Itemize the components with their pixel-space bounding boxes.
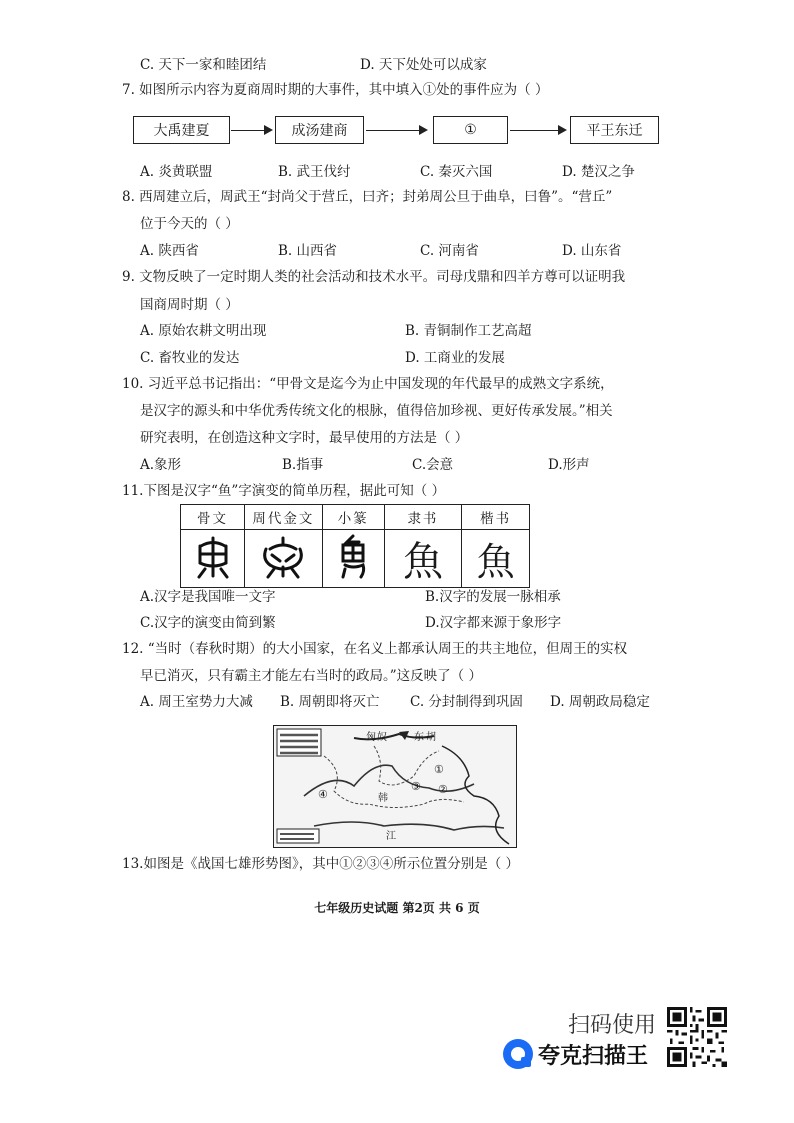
header-regular-script: 楷书: [462, 505, 530, 530]
header-bronze-inscription: 周代金文: [245, 505, 323, 530]
q10-option-a: A.象形: [140, 457, 182, 473]
clerical-script-fish-glyph: 魚: [384, 530, 461, 588]
q11-stem: 11.下图是汉字“鱼”字演变的简单历程，据此可知（ ）: [122, 483, 446, 499]
header-clerical-script: 隶书: [384, 505, 461, 530]
q7-arrow-2: [366, 130, 426, 131]
q9-stem-line2: 国商周时期（ ）: [140, 297, 239, 313]
q8-option-b: B. 山西省: [278, 243, 338, 259]
q12-option-a: A. 周王室势力大减: [140, 694, 253, 710]
q12-stem-line2: 早已消灭，只有霸主才能左右当时的政局。”这反映了（ ）: [140, 668, 482, 684]
header-oracle-bone: 骨文: [181, 505, 245, 530]
q9-option-c: C. 畜牧业的发达: [140, 350, 240, 366]
q11-option-d: D.汉字都来源于象形字: [425, 615, 562, 631]
q10-stem-line1: 10. 习近平总书记指出：“甲骨文是迄今为止中国发现的年代最早的成熟文字系统，: [122, 376, 614, 392]
header-small-seal: 小篆: [322, 505, 384, 530]
q12-stem-line1: 12. “当时（春秋时期）的大小国家，在名义上都承认周王的共主地位，但周王的实权: [122, 641, 628, 657]
fish-character-evolution-table: [180, 504, 530, 588]
q10-stem-line3: 研究表明，在创造这种文字时，最早使用的方法是（ ）: [140, 430, 469, 446]
map-label-3: ③: [411, 780, 421, 793]
q9-option-b: B. 青铜制作工艺高超: [405, 323, 532, 339]
quark-scanner-brand: 夸克扫描王: [538, 1044, 649, 1069]
q11-option-b: B.汉字的发展一脉相承: [425, 589, 561, 605]
quark-logo-icon: [503, 1039, 533, 1069]
map-label-dong: 东: [414, 732, 424, 743]
q9-option-d: D. 工商业的发展: [405, 350, 505, 366]
q12-option-d: D. 周朝政局稳定: [550, 694, 650, 710]
q8-option-c: C. 河南省: [420, 243, 479, 259]
q7-option-c: C. 秦灭六国: [420, 164, 493, 180]
q6-option-c: C. 天下一家和睦团结: [140, 57, 267, 73]
q10-option-d: D.形声: [548, 457, 590, 473]
q7-arrow-3: [510, 130, 565, 131]
q7-option-a: A. 炎黄联盟: [140, 164, 213, 180]
q12-option-b: B. 周朝即将灭亡: [280, 694, 380, 710]
q10-option-c: C.会意: [412, 457, 454, 473]
map-label-4: ④: [318, 788, 328, 801]
q7-flow-box-1: 大禹建夏: [133, 116, 230, 144]
warring-states-map: [273, 725, 517, 848]
q7-arrow-1: [231, 130, 271, 131]
q7-option-b: B. 武王伐纣: [278, 164, 351, 180]
q8-option-d: D. 山东省: [562, 243, 622, 259]
map-label-jiang: 江: [386, 831, 396, 842]
q7-option-d: D. 楚汉之争: [562, 164, 635, 180]
q12-option-c: C. 分封制得到巩固: [410, 694, 523, 710]
q11-option-a: A.汉字是我国唯一文字: [140, 589, 276, 605]
q6-option-d: D. 天下处处可以成家: [360, 57, 487, 73]
q8-option-a: A. 陕西省: [140, 243, 199, 259]
map-label-hu: 胡: [426, 732, 436, 743]
q9-option-a: A. 原始农耕文明出现: [140, 323, 267, 339]
oracle-bone-fish-glyph: [181, 530, 245, 588]
q7-flow-box-3: ①: [433, 116, 508, 144]
bronze-inscription-fish-glyph: [245, 530, 323, 588]
qr-code-icon: [667, 1007, 727, 1067]
map-label-1: ①: [434, 763, 444, 776]
q8-stem-line2: 位于今天的（ ）: [140, 216, 239, 232]
q13-stem: 13.如图是《战国七雄形势图》，其中①②③④所示位置分别是（ ）: [122, 856, 520, 872]
page-footer: 七年级历史试题 第2页 共 6 页: [314, 901, 480, 915]
map-label-2: ②: [438, 783, 448, 796]
map-label-xiong: 匈: [366, 732, 376, 743]
q10-option-b: B.指事: [282, 457, 324, 473]
q11-option-c: C.汉字的演变由简到繁: [140, 615, 276, 631]
map-label-nu: 奴: [377, 732, 387, 743]
q9-stem-line1: 9. 文物反映了一定时期人类的社会活动和技术水平。司母戊鼎和四羊方尊可以证明我: [122, 269, 626, 285]
q7-flow-box-4: 平王东迁: [570, 116, 659, 144]
q7-stem: 7. 如图所示内容为夏商周时期的大事件，其中填入①处的事件应为（ ）: [122, 82, 549, 98]
small-seal-fish-glyph: [322, 530, 384, 588]
map-label-han: 韩: [378, 793, 388, 804]
q8-stem-line1: 8. 西周建立后，周武王“封尚父于营丘，曰齐；封弟周公旦于曲阜，曰鲁”。“营丘”: [122, 189, 613, 205]
scan-to-use-text: 扫码使用: [568, 1013, 657, 1038]
regular-script-fish-glyph: 魚: [462, 530, 530, 588]
q7-flow-box-2: 成汤建商: [275, 116, 364, 144]
q10-stem-line2: 是汉字的源头和中华优秀传统文化的根脉，值得倍加珍视、更好传承发展。”相关: [140, 403, 613, 419]
